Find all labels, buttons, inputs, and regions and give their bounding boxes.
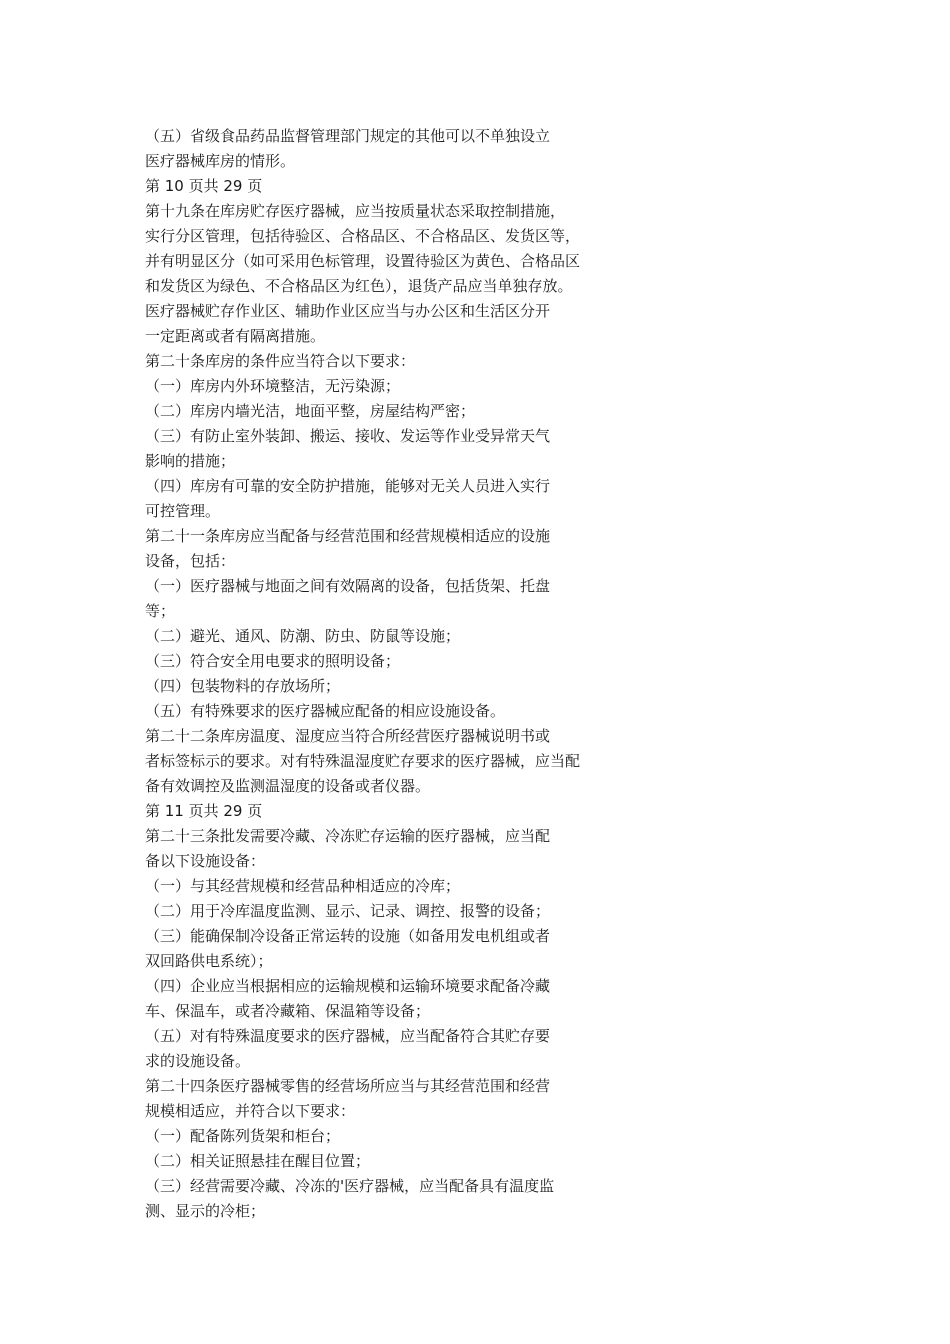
text-line: 等； — [145, 602, 176, 620]
text-line: （一）与其经营规模和经营品种相适应的冷库； — [145, 877, 461, 895]
text-line: 求的设施设备。 — [145, 1052, 251, 1070]
text-line: （二）库房内墙光洁，地面平整，房屋结构严密； — [145, 402, 476, 420]
text-line: 双回路供电系统）； — [145, 952, 273, 970]
page-number: 第 11 页共 29 页 — [145, 802, 263, 820]
text-line: （四）库房有可靠的安全防护措施，能够对无关人员进入实行 — [145, 477, 551, 495]
text-line: （三）经营需要冷藏、冷冻的'医疗器械，应当配备具有温度监 — [145, 1177, 555, 1195]
text-line: （五）省级食品药品监督管理部门规定的其他可以不单独设立 — [145, 127, 551, 145]
text-line: （一）医疗器械与地面之间有效隔离的设备，包括货架、托盘 — [145, 577, 551, 595]
text-line: 者标签标示的要求。对有特殊温湿度贮存要求的医疗器械，应当配 — [145, 752, 581, 770]
text-line: 第二十三条批发需要冷藏、冷冻贮存运输的医疗器械，应当配 — [145, 827, 551, 845]
text-line: （三）能确保制冷设备正常运转的设施（如备用发电机组或者 — [145, 927, 551, 945]
text-line: 一定距离或者有隔离措施。 — [145, 327, 326, 345]
text-line: 测、显示的冷柜； — [145, 1202, 266, 1220]
text-line: 实行分区管理，包括待验区、合格品区、不合格品区、发货区等， — [145, 227, 581, 245]
text-line: 医疗器械贮存作业区、辅助作业区应当与办公区和生活区分开 — [145, 302, 551, 320]
text-line: （一）配备陈列货架和柜台； — [145, 1127, 341, 1145]
text-line: 设备，包括： — [145, 552, 236, 570]
text-line: 并有明显区分（如可采用色标管理，设置待验区为黄色、合格品区 — [145, 252, 581, 270]
text-line: （一）库房内外环境整洁，无污染源； — [145, 377, 401, 395]
text-line: （二）避光、通风、防潮、防虫、防鼠等设施； — [145, 627, 461, 645]
text-line: 备有效调控及监测温湿度的设备或者仪器。 — [145, 777, 431, 795]
document-body — [145, 124, 645, 1224]
text-line: 第十九条在库房贮存医疗器械，应当按质量状态采取控制措施， — [145, 202, 566, 220]
text-line: （二）用于冷库温度监测、显示、记录、调控、报警的设备； — [145, 902, 551, 920]
text-line: 医疗器械库房的情形。 — [145, 152, 296, 170]
text-line: 第二十一条库房应当配备与经营范围和经营规模相适应的设施 — [145, 527, 551, 545]
text-line: （五）有特殊要求的医疗器械应配备的相应设施设备。 — [145, 702, 506, 720]
text-line: 备以下设施设备： — [145, 852, 266, 870]
text-line: （五）对有特殊温度要求的医疗器械，应当配备符合其贮存要 — [145, 1027, 551, 1045]
text-line: 可控管理。 — [145, 502, 221, 520]
text-line: 第二十四条医疗器械零售的经营场所应当与其经营范围和经营 — [145, 1077, 551, 1095]
text-line: （四）企业应当根据相应的运输规模和运输环境要求配备冷藏 — [145, 977, 551, 995]
text-line: 影响的措施； — [145, 452, 236, 470]
text-line: （四）包装物料的存放场所； — [145, 677, 341, 695]
text-line: 第二十条库房的条件应当符合以下要求： — [145, 352, 416, 370]
text-line: （三）符合安全用电要求的照明设备； — [145, 652, 401, 670]
text-line: 第二十二条库房温度、湿度应当符合所经营医疗器械说明书或 — [145, 727, 551, 745]
text-line: （二）相关证照悬挂在醒目位置； — [145, 1152, 371, 1170]
page-number: 第 10 页共 29 页 — [145, 177, 263, 195]
text-line: （三）有防止室外装卸、搬运、接收、发运等作业受异常天气 — [145, 427, 551, 445]
text-line: 规模相适应，并符合以下要求： — [145, 1102, 356, 1120]
text-line: 车、保温车，或者冷藏箱、保温箱等设备； — [145, 1002, 431, 1020]
text-line: 和发货区为绿色、不合格品区为红色），退货产品应当单独存放。 — [145, 277, 573, 295]
